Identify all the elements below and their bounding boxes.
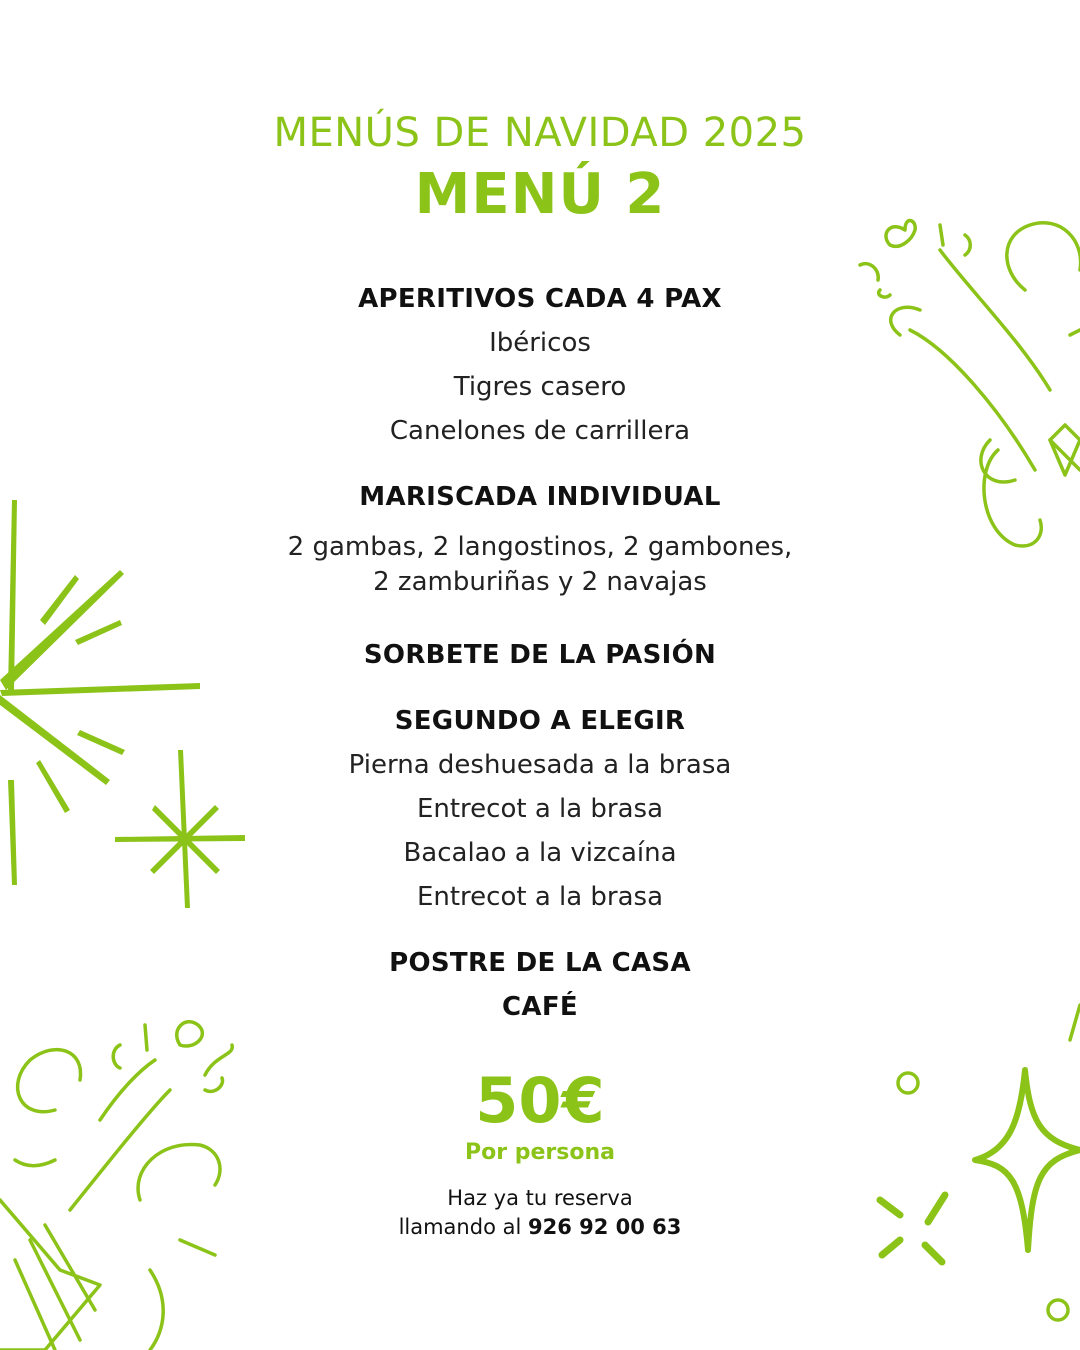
twinkle-star-icon [860, 1000, 1080, 1350]
section-heading-postre: POSTRE DE LA CASA [389, 948, 691, 978]
reservation-prefix: llamando al [398, 1215, 528, 1239]
menu-title: MENÚ 2 [414, 162, 666, 227]
reservation-phone-line [0, 1215, 1080, 1239]
reservation-line: Haz ya tu reserva [447, 1186, 633, 1210]
menu-subtitle: MENÚS DE NAVIDAD 2025 [273, 110, 807, 156]
menu-item: Entrecot a la brasa [416, 794, 664, 824]
menu-item: 2 gambas, 2 langostinos, 2 gambones, [287, 532, 793, 562]
price: 50€ [475, 1064, 605, 1137]
section-heading-mariscada: MARISCADA INDIVIDUAL [359, 482, 721, 512]
phone-number: 926 92 00 63 [527, 1215, 682, 1239]
menu-item: 2 zamburiñas y 2 navajas [373, 567, 707, 597]
menu-item: Entrecot a la brasa [416, 882, 664, 912]
menu-item: Bacalao a la vizcaína [403, 838, 677, 868]
section-heading-aperitivos: APERITIVOS CADA 4 PAX [358, 284, 722, 314]
menu-item: Tigres casero [453, 372, 627, 402]
price-per-person: Por persona [465, 1140, 615, 1165]
section-heading-cafe: CAFÉ [502, 992, 578, 1022]
section-heading-sorbete: SORBETE DE LA PASIÓN [363, 640, 717, 670]
menu-item: Ibéricos [489, 328, 591, 358]
party-popper-icon [0, 1010, 240, 1350]
section-heading-segundo: SEGUNDO A ELEGIR [394, 706, 686, 736]
menu-item: Canelones de carrillera [389, 416, 691, 446]
menu-item: Pierna deshuesada a la brasa [348, 750, 732, 780]
